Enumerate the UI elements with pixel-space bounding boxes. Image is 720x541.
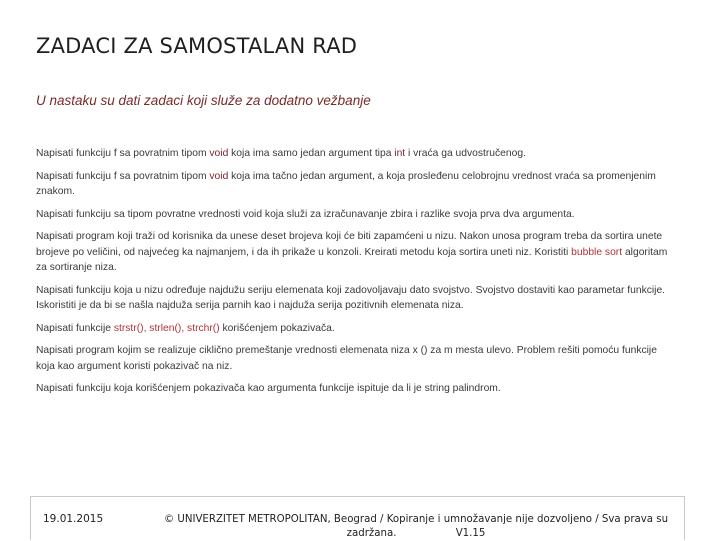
task-text: koja ima samo jedan argument tipa — [228, 148, 395, 159]
task-item — [36, 381, 676, 397]
task-item — [36, 283, 676, 314]
code-keyword: void — [209, 148, 229, 159]
slide-subtitle: U nastaku su dati zadaci koji služe za dodatno vežbanje — [36, 93, 371, 108]
task-text: Napisati funkciju koja u nizu određuje najdužu seriju elemenata koji zadovoljavaju dato svojstvo. Svojstvo dostaviti kao parametar funkcije. Iskoristiti je da bi se našla najduža serija parnih kao i najduža serija pozitivnih elemenata niza. — [36, 284, 666, 311]
task-item — [36, 321, 676, 337]
task-text: Napisati program koji traži od korisnika da unese deset brojeva koji će biti zapamćeni u nizu. Nakon unosa program treba da sortira unete brojeve po veličini, od najvećeg ka najmanjem, i da ih prikaže u konzoli. Kreirati metodu koja sortira uneti niz. Koristiti — [36, 231, 663, 258]
code-keyword: strstr(), strlen(), strchr() — [113, 322, 220, 334]
task-text: Napisati funkcije — [36, 322, 114, 334]
task-text: Napisati funkciju koja korišćenjem pokazivača kao argumenta funkcije ispituje da li je string palindrom. — [36, 383, 501, 394]
task-text: koja ima tačno jedan argument, a koja prosleđenu celobrojnu vrednost vraća sa promenjenim znakom. — [36, 170, 656, 197]
task-text: Napisati funkciju sa tipom povratne vrednosti void koja služi za izračunavanje zbira i razlike svoja prva dva argumenta. — [36, 208, 575, 220]
footer-copyright-text: © UNIVERZITET METROPOLITAN, Beograd / Kopiranje i umnožavanje nije dozvoljeno / Sva prava su zadržana. — [163, 514, 669, 539]
code-keyword: bubble sort — [571, 246, 623, 258]
task-item — [36, 169, 676, 200]
task-text: algoritam za sortiranje niza. — [36, 246, 668, 273]
footer-copyright — [151, 513, 681, 541]
task-text: Napisati funkciju f sa povratnim tipom — [36, 170, 210, 182]
task-text: Napisati funkciju f sa povratnim tipom — [36, 148, 210, 159]
task-item — [36, 207, 676, 223]
code-keyword: void — [209, 170, 229, 182]
footer-version: V1.15 — [455, 528, 486, 539]
task-item — [36, 146, 676, 162]
task-text: korišćenjem pokazivača. — [219, 322, 335, 334]
slide-footer — [30, 496, 685, 540]
task-item — [36, 229, 676, 276]
code-keyword: int — [394, 148, 406, 159]
task-text: Napisati program kojim se realizuje ciklično premeštanje vrednosti elemenata niza x () za m mesta ulevo. Problem rešiti pomoću funkcije koja kao argument koristi pokazivač na niz. — [36, 345, 657, 372]
footer-date: 19.01.2015 — [43, 513, 104, 525]
task-item — [36, 343, 676, 374]
slide-title: ZADACI ZA SAMOSTALAN RAD — [36, 34, 358, 58]
task-text: i vraća ga udvostručenog. — [405, 148, 526, 159]
task-list — [36, 146, 676, 404]
